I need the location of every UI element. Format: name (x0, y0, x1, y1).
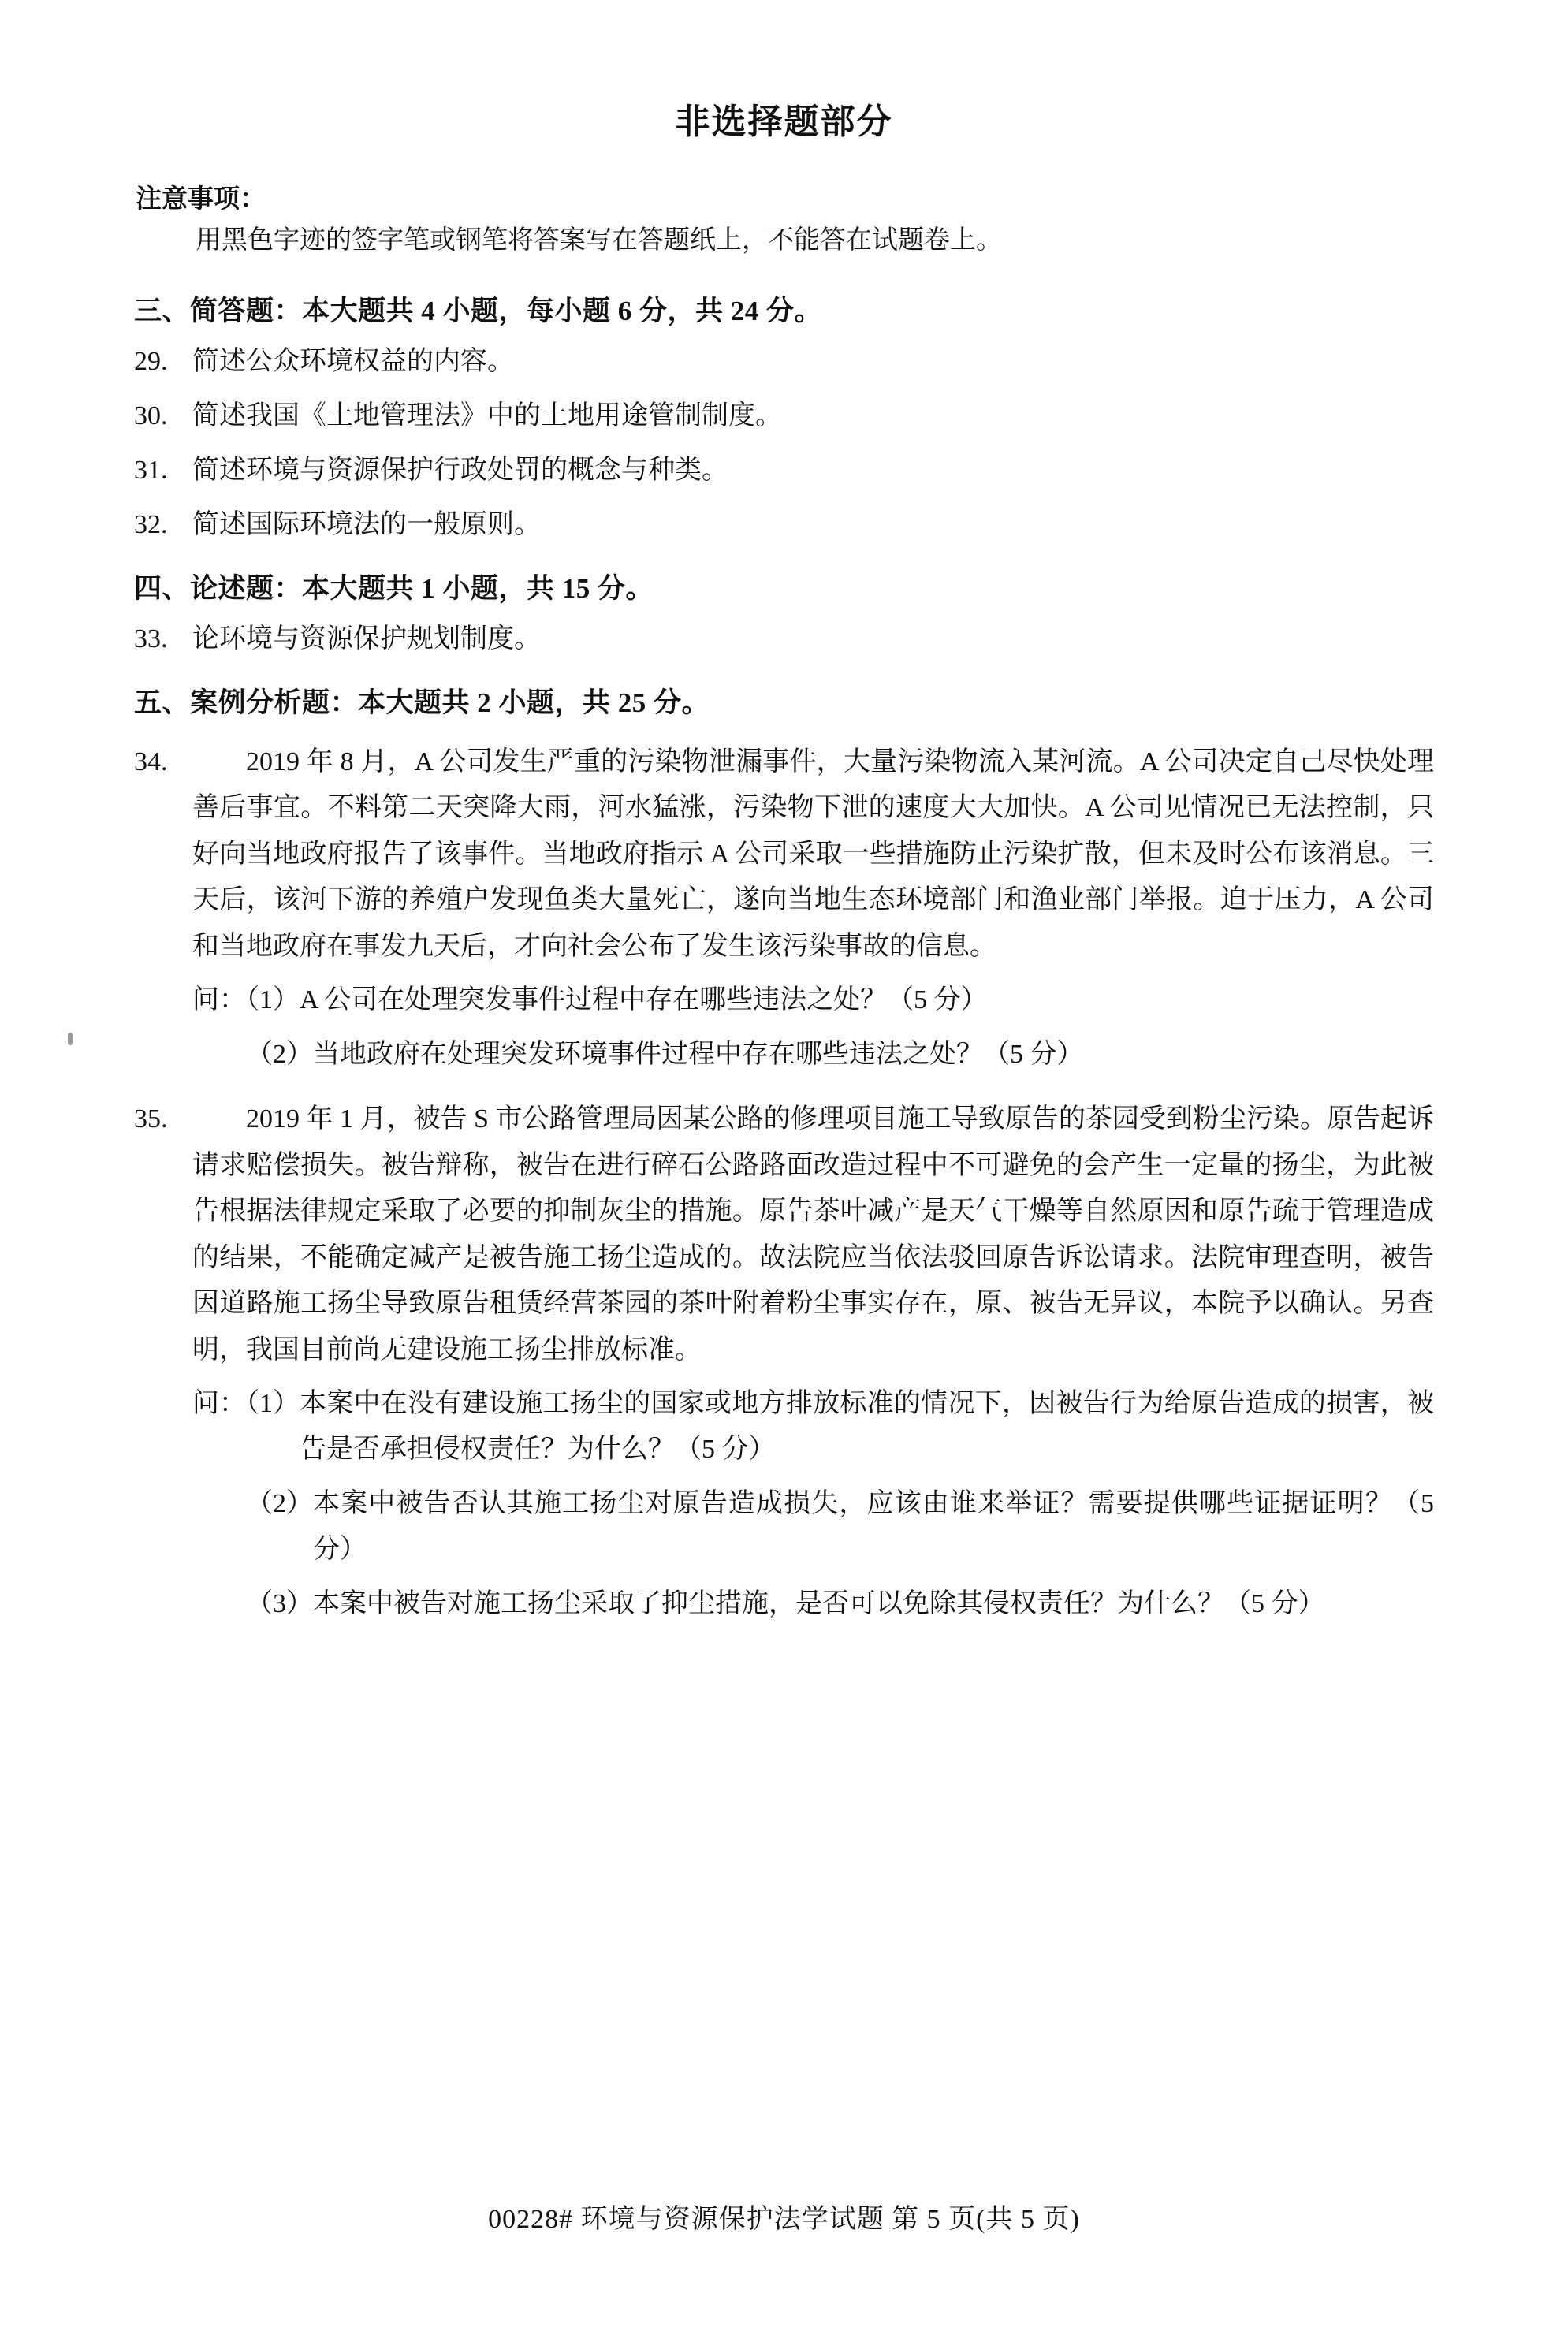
case-question-1 (192, 977, 1434, 1023)
case-question-2 (192, 1032, 1434, 1078)
section-heading-short-answer: 三、简答题：本大题共 4 小题，每小题 6 分，共 24 分。 (134, 295, 823, 326)
case-question-3 (192, 1581, 1434, 1627)
case-question-lead: （3） (246, 1588, 313, 1618)
question-text: 论环境与资源保护规划制度。 (192, 624, 541, 653)
question-item (134, 617, 1434, 661)
case-question-1 (192, 1381, 1434, 1473)
question-number: 29. (134, 346, 168, 376)
case-number: 34. (134, 746, 168, 776)
case-item (134, 1096, 1434, 1627)
question-item (134, 394, 1434, 437)
question-number: 30. (134, 400, 168, 430)
case-question-text: 本案中被告否认其施工扬尘对原告造成损失，应该由谁来举证？需要提供哪些证据证明？（5 分） (313, 1488, 1434, 1565)
section-heading-essay: 四、论述题：本大题共 1 小题，共 15 分。 (134, 572, 654, 604)
case-content (192, 1096, 1434, 1627)
case-question-lead: 问：（1） (192, 1388, 300, 1418)
page-footer: 00228# 环境与资源保护法学试题 第 5 页(共 5 页) (488, 2205, 1080, 2234)
case-question-lead: （2） (246, 1039, 313, 1069)
question-text: 简述公众环境权益的内容。 (192, 346, 514, 376)
case-body-text: 2019 年 8 月，A 公司发生严重的污染物泄漏事件，大量污染物流入某河流。A 公司决定自己尽快处理善后事宜。不料第二天突降大雨，河水猛涨，污染物下泄的速度大大加快。A 公司见情况已无法控制，只好向当地政府报告了该事件。当地政府指示 A 公司采取一些措施防止污染扩散，但未及时公布该消息。三天后，该河下游的养殖户发现鱼类大量死亡，遂向当地生态环境部门和渔业部门举报。迫于压力，A 公司和当地政府在事发九天后，才向社会公布了发生该污染事故的信息。 (192, 746, 1434, 961)
question-item (134, 449, 1434, 492)
page-title: 非选择题部分 (675, 102, 893, 141)
question-number: 31. (134, 455, 168, 485)
case-question-text: 本案中在没有建设施工扬尘的国家或地方排放标准的情况下，因被告行为给原告造成的损害，被告是否承担侵权责任？为什么？（5 分） (300, 1388, 1434, 1465)
section-heading-case-analysis: 五、案例分析题：本大题共 2 小题，共 25 分。 (134, 687, 710, 718)
question-text: 简述国际环境法的一般原则。 (192, 509, 541, 539)
question-text: 简述我国《土地管理法》中的土地用途管制制度。 (192, 400, 782, 430)
notice-label: 注意事项： (136, 185, 266, 214)
case-question-text: 当地政府在处理突发环境事件过程中存在哪些违法之处？（5 分） (313, 1039, 1084, 1069)
case-content (192, 739, 1434, 1078)
case-body-text: 2019 年 1 月，被告 S 市公路管理局因某公路的修理项目施工导致原告的茶园受到粉尘污染。原告起诉请求赔偿损失。被告辩称，被告在进行碎石公路路面改造过程中不可避免的会产生一定量的扬尘，为此被告根据法律规定采取了必要的抑制灰尘的措施。原告茶叶减产是天气干燥等自然原因和原告疏于管理造成的结果，不能确定减产是被告施工扬尘造成的。故法院应当依法驳回原告诉讼请求。法院审理查明，被告因道路施工扬尘导致原告租赁经营茶园的茶叶附着粉尘事实存在，原、被告无异议，本院予以确认。另查明，我国目前尚无建设施工扬尘排放标准。 (192, 1104, 1434, 1364)
page-margin-mark (68, 1033, 73, 1045)
case-question-text: A 公司在处理突发事件过程中存在哪些违法之处？（5 分） (300, 985, 988, 1015)
case-question-text: 本案中被告对施工扬尘采取了抑尘措施，是否可以免除其侵权责任？为什么？（5 分） (313, 1588, 1325, 1618)
question-text: 简述环境与资源保护行政处罚的概念与种类。 (192, 455, 728, 485)
question-item (134, 503, 1434, 546)
case-item (134, 739, 1434, 1078)
question-item (134, 340, 1434, 383)
case-number: 35. (134, 1104, 168, 1134)
case-question-lead: 问：（1） (192, 985, 300, 1015)
case-question-lead: （2） (246, 1488, 313, 1518)
notice-text: 用黑色字迹的签字笔或钢笔将答案写在答题纸上，不能答在试题卷上。 (196, 226, 1002, 255)
question-number: 33. (134, 624, 168, 653)
question-number: 32. (134, 509, 168, 539)
case-question-2 (192, 1481, 1434, 1573)
